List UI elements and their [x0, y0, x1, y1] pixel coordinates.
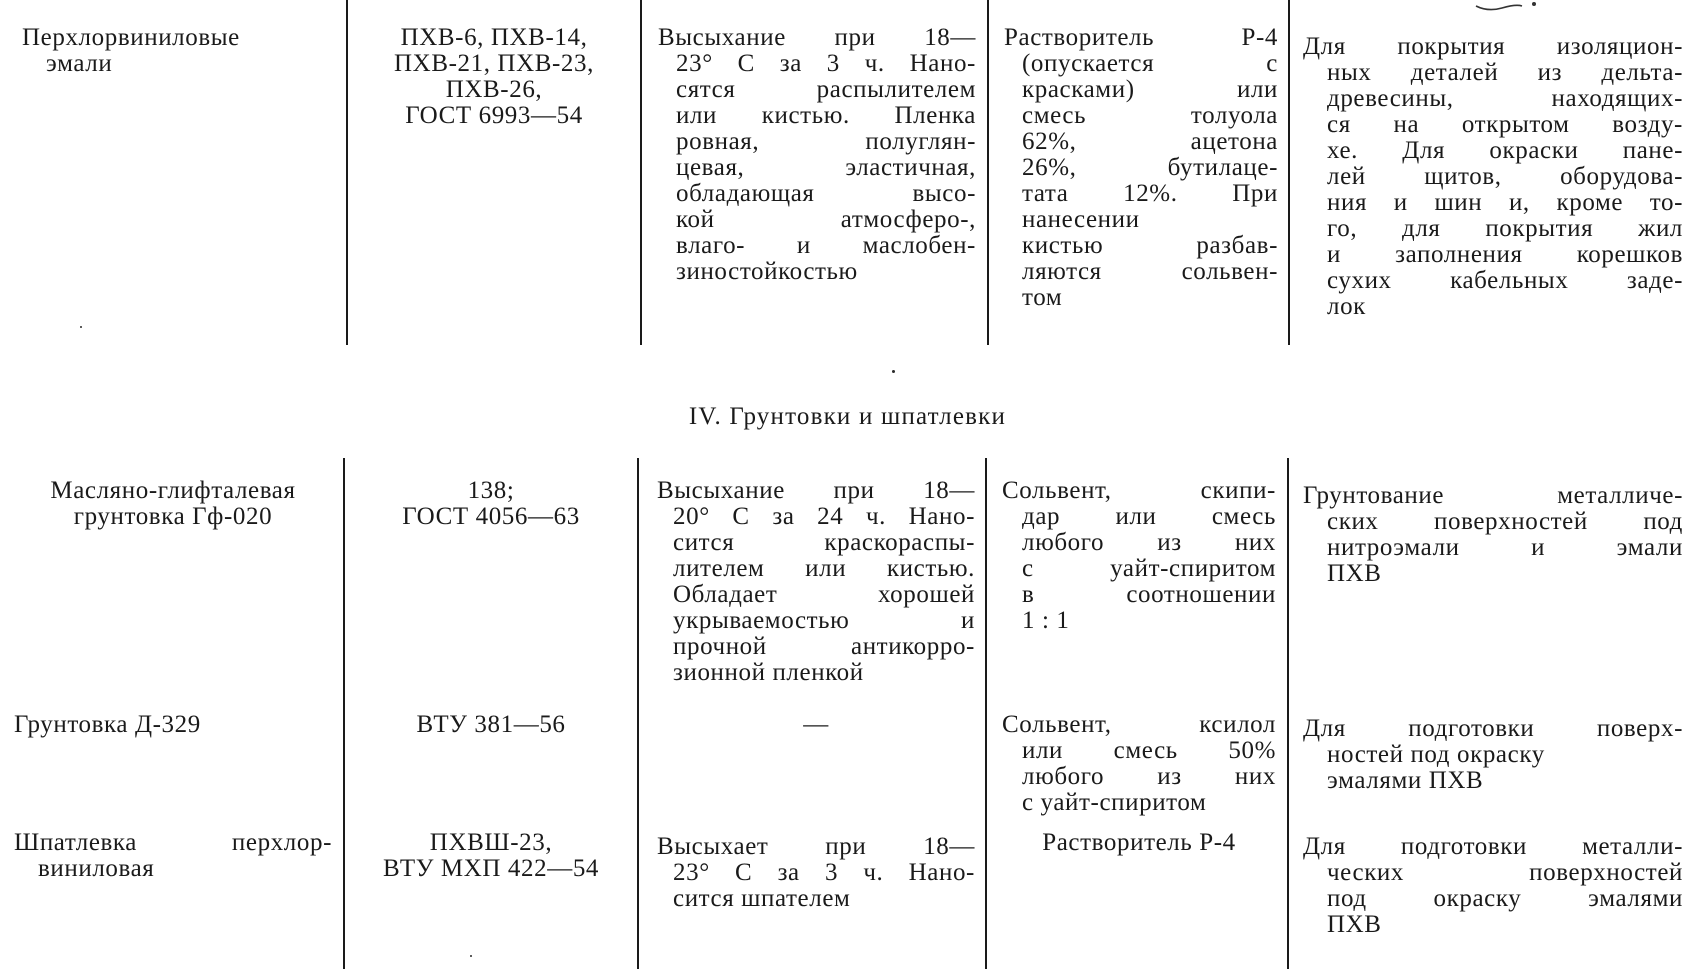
enamel-application: Для покрытия изоляцион- ных деталей из дельта- древесины, находящих- ся на открытом возду- хе. Для окраски пане- лей щитов, оборудова- ния и шин и, кроме то- го, для покрытия жил и заполнения корешков сухих кабельных заде- лок [1303, 33, 1683, 320]
enamel-properties: Высыхание при 18— 23° С за 3 ч. Нано- сятся распылителем или кистью. Пленка ровная, полуглян- цевая, эластичная, обладающая высо- кой атмосферо-, влаго- и маслобен- зиностойкостью [658, 24, 976, 285]
primer-name: Масляно-глифталевая грунтовка Гф-020 [50, 477, 296, 530]
scan-mark-icon [1474, 0, 1544, 14]
column-rule [987, 0, 989, 345]
primer-d329-application: Для подготовки поверх- ностей под окраску эмалями ПХВ [1303, 715, 1683, 794]
enamel-name: Перхлорвиниловые эмали [22, 24, 240, 77]
column-rule [640, 0, 642, 345]
primer-d329-grade: ВТУ 381—56 [416, 711, 566, 738]
putty-application: Для подготовки металли- ческих поверхностей под окраску эмалями ПХВ [1303, 833, 1683, 938]
section-title: IV. Грунтовки и шпатлевки [688, 403, 1007, 430]
column-rule [1287, 458, 1289, 969]
primer-d329-name: Грунтовка Д-329 [14, 711, 201, 738]
enamel-grade: ПХВ-6, ПХВ-14, ПХВ-21, ПХВ-23, ПХВ-26, ГОСТ 6993—54 [394, 24, 594, 129]
primer-d329-properties: — [803, 711, 829, 738]
enamel-solvent: Растворитель Р-4 (опускается с красками) или смесь толуола 62%, ацетона 26%, бутилаце- тата 12%. При нанесении кистью разбав- ляются сольвен- том [1004, 24, 1278, 311]
scan-speck [892, 370, 895, 373]
primer-properties: Высыхание при 18— 20° С за 24 ч. Нано- сится краскораспы- лителем или кистью. Обладает хорошей укрываемостью и прочной антикорро- зионной пленкой [657, 477, 975, 686]
primer-solvent: Сольвент, скипи- дар или смесь любого из них с уайт-спиритом в соотношении 1 : 1 [1002, 477, 1276, 634]
scan-speck [80, 326, 82, 328]
primer-d329-solvent: Сольвент, ксилол или смесь 50% любого из них с уайт-спиритом [1002, 711, 1276, 816]
primer-grade: 138; ГОСТ 4056—63 [402, 477, 580, 530]
putty-grade: ПХВШ-23, ВТУ МХП 422—54 [382, 829, 600, 882]
column-rule [346, 0, 348, 345]
putty-name: Шпатлевка перхлор- виниловая [14, 829, 332, 882]
putty-solvent: Растворитель Р-4 [1042, 829, 1236, 856]
column-rule [343, 458, 345, 969]
column-rule [1288, 0, 1290, 345]
primer-application: Грунтование металличе- ских поверхностей под нитроэмали и эмали ПХВ [1303, 482, 1683, 587]
column-rule [637, 458, 639, 969]
scan-speck [470, 955, 472, 957]
column-rule [985, 458, 987, 969]
putty-properties: Высыхает при 18— 23° С за 3 ч. Нано- сится шпателем [657, 833, 975, 912]
